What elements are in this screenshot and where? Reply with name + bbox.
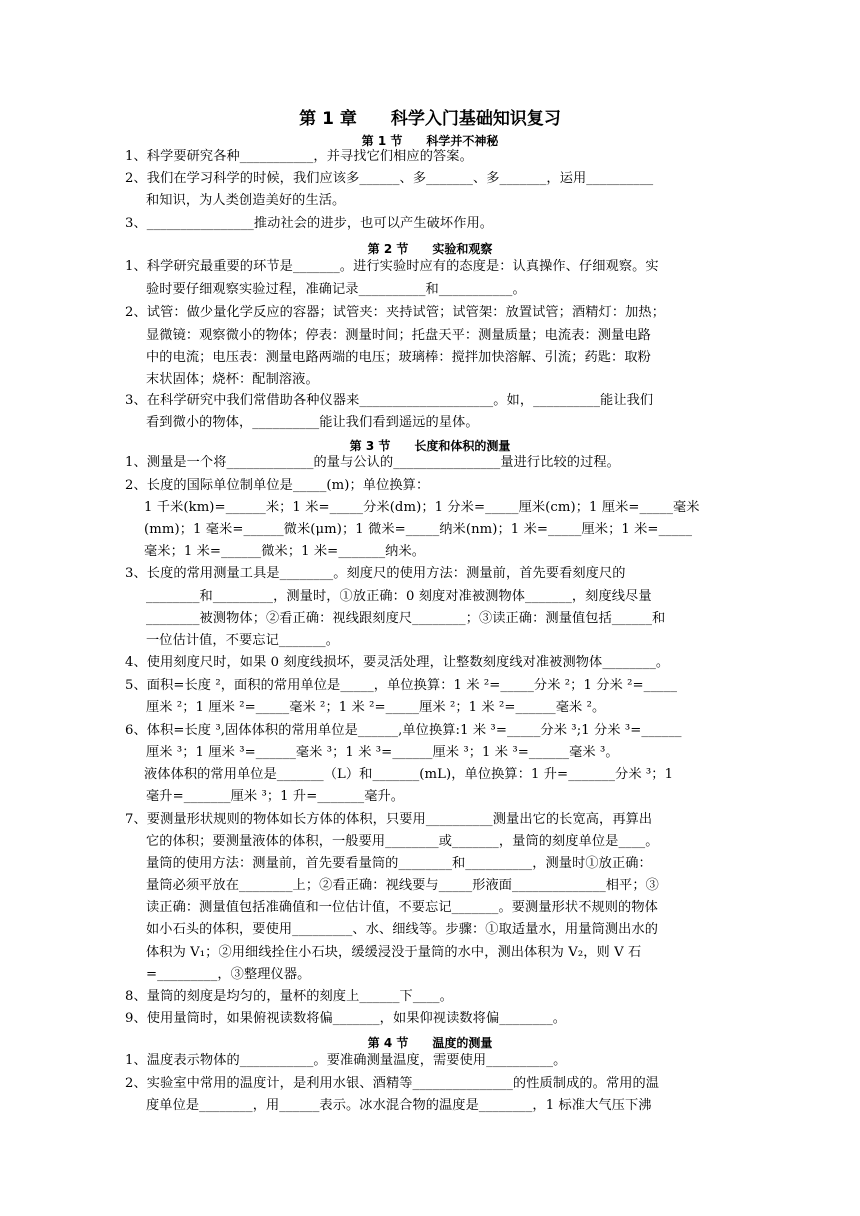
text-line: 液体体积的常用单位是_______（L）和_______(mL)，单位换算：1 升=_______分米 ³；1 — [144, 767, 674, 782]
text-line: 度单位是________，用______表示。冰水混合物的温度是________，1 标准大气压下沸 — [146, 1098, 652, 1113]
section-heading: 第 2 节 实验和观察 — [367, 242, 493, 256]
text-line: 末状固体；烧杯：配制溶液。 — [146, 372, 319, 387]
text-line: 9、使用量筒时，如果俯视读数将偏_______，如果仰视读数将偏________。 — [125, 1011, 567, 1026]
text-line: 如小石头的体积，要使用_________、水、细线等。步骤：①取适量水，用量筒测出水的 — [146, 922, 659, 937]
section-heading: 第 1 节 科学并不神秘 — [361, 134, 499, 148]
text-line: 7、要测量形状规则的物体如长方体的体积，只要用__________测量出它的长宽高，再算出 — [125, 812, 653, 827]
text-line: 3、在科学研究中我们常借助各种仪器来____________________。如，__________能让我们 — [125, 393, 654, 408]
text-line: 显微镜：观察微小的物体；停表：测量时间；托盘天平：测量质量；电流表：测量电路 — [146, 328, 651, 343]
text-line: 体积为 V₁；②用细线拴住小石块，缓缓浸没于量筒的水中，测出体积为 V₂，则 V 石 — [146, 945, 642, 960]
text-line: 验时要仔细观察实验过程，准确记录__________和___________。 — [146, 282, 526, 297]
text-line: 2、长度的国际单位制单位是_____(m)；单位换算： — [125, 478, 430, 493]
text-line: =_________，③整理仪器。 — [146, 967, 311, 982]
text-line: ________被测物体；②看正确：视线跟刻度尺________；③读正确：测量值包括______和 — [146, 611, 666, 626]
chapter-title: 第 1 章 科学入门基础知识复习 — [299, 109, 561, 129]
text-line: 读正确：测量值包括准确值和一位估计值，不要忘记_______。要测量形状不规则的物体 — [146, 900, 658, 915]
text-line: 1、测量是一个将_____________的量与公认的________________量进行比较的过程。 — [125, 455, 620, 470]
text-line: 一位估计值，不要忘记_______。 — [146, 633, 340, 648]
text-line: 量筒的使用方法：测量前，首先要看量筒的________和__________，测量时①放正确： — [146, 856, 652, 871]
text-line: 1、科学要研究各种___________，并寻找它们相应的答案。 — [125, 149, 473, 164]
text-line: 和知识，为人类创造美好的生活。 — [146, 193, 346, 208]
text-line: 它的体积；要测量液体的体积，一般要用________或_______，量筒的刻度单位是____。 — [146, 834, 659, 849]
text-line: 量筒必须平放在________上；②看正确：视线要与_____形液面______________相平；③ — [146, 878, 659, 893]
text-line: 3、________________推动社会的进步，也可以产生破坏作用。 — [125, 216, 494, 231]
text-line: 看到微小的物体，__________能让我们看到遥远的星体。 — [146, 415, 479, 430]
text-line: 厘米 ²；1 厘米 ²=_____毫米 ²；1 米 ²=_____厘米 ²；1 米 ²=______毫米 ²。 — [146, 700, 606, 715]
text-line: 5、面积=长度 ²，面积的常用单位是_____，单位换算：1 米 ²=_____分米 ²；1 分米 ²=_____ — [125, 678, 678, 693]
text-line: 2、我们在学习科学的时候，我们应该多______、多_______、多_______，运用__________ — [125, 171, 654, 186]
text-line: 3、长度的常用测量工具是________。刻度尺的使用方法：测量前，首先要看刻度尺的 — [125, 566, 626, 581]
text-line: 1、温度表示物体的___________。要准确测量温度，需要使用__________。 — [125, 1053, 567, 1068]
text-line: 4、使用刻度尺时，如果 0 刻度线损坏，要灵活处理，让整数刻度线对准被测物体________。 — [125, 655, 670, 670]
text-line: 6、体积=长度 ³,固体体积的常用单位是______,单位换算:1 米 ³=_____分米 ³;1 分米 ³=______ — [125, 723, 682, 738]
section-heading: 第 3 节 长度和体积的测量 — [349, 439, 511, 453]
text-line: (mm)；1 毫米=______微米(μm)；1 微米=_____纳米(nm)；1 米=_____厘米；1 米=_____ — [144, 522, 693, 537]
text-line: 2、实验室中常用的温度计，是利用水银、酒精等_______________的性质制成的。常用的温 — [125, 1076, 660, 1091]
text-line: ________和_________，测量时，①放正确：0 刻度对准被测物体_______，刻度线尽量 — [146, 589, 652, 604]
text-line: 毫米；1 米=______微米；1 米=_______纳米。 — [144, 544, 426, 559]
text-line: 2、试管：做少量化学反应的容器；试管夹：夹持试管；试管架：放置试管；酒精灯：加热； — [125, 305, 665, 320]
text-line: 中的电流；电压表：测量电路两端的电压；玻璃棒：搅拌加快溶解、引流；药匙：取粉 — [146, 350, 651, 365]
text-line: 1 千米(km)=______米；1 米=_____分米(dm)；1 分米=_____厘米(cm)；1 厘米=_____毫米 — [144, 500, 700, 515]
text-line: 8、量筒的刻度是均匀的，量杯的刻度上______下____。 — [125, 989, 453, 1004]
text-line: 毫升=_______厘米 ³；1 升=_______毫升。 — [146, 789, 405, 804]
text-line: 1、科学研究最重要的环节是_______。进行实验时应有的态度是：认真操作、仔细观察。实 — [125, 259, 659, 274]
text-line: 厘米 ³；1 厘米 ³=______毫米 ³；1 米 ³=______厘米 ³；1 米 ³=______毫米 ³。 — [146, 745, 619, 760]
section-heading: 第 4 节 温度的测量 — [367, 1036, 493, 1050]
